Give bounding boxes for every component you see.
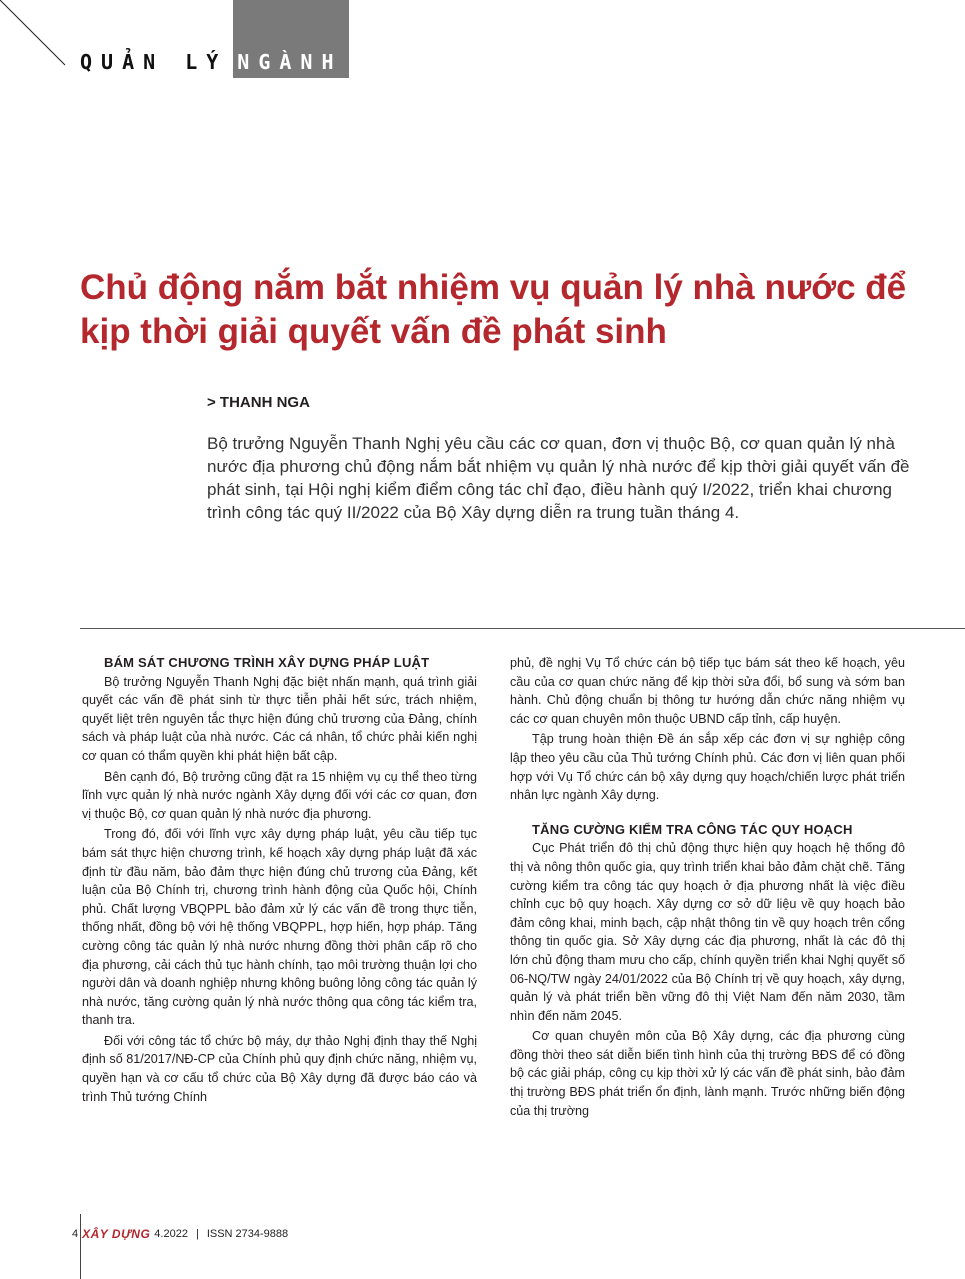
section-label-highlight: NGÀNH: [233, 0, 348, 78]
paragraph: Cơ quan chuyên môn của Bộ Xây dựng, các địa phương cùng đồng thời theo sát diễn biến tình hình của thị trường BĐS để có đồng bộ các giải pháp, công cụ kịp thời xử lý các vấn đề phát sinh, bảo đảm thị trường BĐS phát triển ổn định, lành mạnh. Trước những biến động của thị trường: [510, 1029, 905, 1118]
page-footer: [72, 1227, 288, 1241]
section-header: [80, 38, 349, 78]
left-column: [82, 654, 477, 1108]
corner-decoration: [0, 0, 80, 80]
right-column-heading: TĂNG CƯỜNG KIỂM TRA CÔNG TÁC QUY HOẠCH: [532, 821, 853, 837]
footer-separator: |: [195, 1228, 199, 1240]
article-title: Chủ động nắm bắt nhiệm vụ quản lý nhà nước để kịp thời giải quyết vấn đề phát sinh: [80, 268, 907, 351]
right-column: [510, 654, 905, 1122]
paragraph: phủ, đề nghị Vụ Tổ chức cán bộ tiếp tục bám sát theo kế hoạch, yêu cầu của cơ quan chức năng để kịp thời sửa đổi, bổ sung và sớm ban hành. Chủ động chuẩn bị thông tư hướng dẫn chức năng nhiệm vụ các cơ quan chuyên môn thuộc UBND cấp tỉnh, cấp huyện.: [510, 656, 905, 726]
issn: ISSN 2734-9888: [206, 1228, 289, 1240]
left-column-heading: BÁM SÁT CHƯƠNG TRÌNH XÂY DỰNG PHÁP LUẬT: [104, 655, 430, 670]
horizontal-divider: [80, 628, 965, 629]
footer-vertical-rule: [80, 1214, 81, 1279]
paragraph: Đối với công tác tổ chức bộ máy, dự thảo Nghị định thay thế Nghị định số 81/2017/NĐ-CP của Chính phủ quy định chức năng, nhiệm vụ, quyền hạn và cơ cấu tổ chức của Bộ Xây dựng đã được báo cáo và trình Thủ tướng Chính: [82, 1033, 477, 1104]
paragraph: Cục Phát triển đô thị chủ động thực hiện quy hoạch hệ thống đô thị và nông thôn quốc gia, quy trình triển khai bảo đảm chặt chẽ. Tăng cường kiểm tra công tác quy hoạch ở địa phương nhất là việc điều chỉnh cục bộ quy hoạch. Xây dựng cơ sở dữ liệu về quy hoạch bảo đảm công khai, minh bạch, cập nhật thông tin về quy hoạch trên cổng thông tin quốc gia. Sở Xây dựng các địa phương, nhất là các đô thị lớn chủ động tham mưu cho cấp, chính quyền triển khai Nghị quyết số 06-NQ/TW ngày 24/01/2022 của Bộ Chính trị về quy hoạch, xây dựng, quản lý và phát triển bền vững đô thị Việt Nam đến năm 2030, tầm nhìn đến năm 2045.: [510, 841, 905, 1023]
page-number: 4: [72, 1228, 79, 1240]
author-byline: > THANH NGA: [207, 394, 310, 411]
paragraph: Trong đó, đối với lĩnh vực xây dựng pháp luật, yêu cầu tiếp tục bám sát thực hiện chương trình, kế hoạch xây dựng pháp luật đã xác định từ đầu năm, bảo đảm thực hiện đúng chủ trương của Đảng, kết luận của Bộ Chính trị, chương trình hành động của Quốc hội, Chính phủ. Chất lượng VBQPPL bảo đảm xử lý các vấn đề trong thực tiễn, thống nhất, đồng bộ với hệ thống VBQPPL, hợp hiến, hợp pháp. Tăng cường công tác quản lý nhà nước nhưng đồng thời phân cấp rõ cho địa phương, cải cách thủ tục hành chính, tạo môi trường thuận lợi cho người dân và doanh nghiệp nhưng không buông lỏng công tác quản lý nhà nước, tăng cường quản lý nhà nước thông qua công tác kiểm tra, thanh tra.: [82, 827, 477, 1028]
paragraph: Tập trung hoàn thiện Đề án sắp xếp các đơn vị sự nghiệp công lập theo yêu cầu của Thủ tướng Chính phủ. Các đơn vị liên quan phối hợp với Vụ Tổ chức cán bộ xây dựng quy hoạch/chiến lược phát triển nhân lực ngành Xây dựng.: [510, 732, 905, 803]
issue-number: 4.2022: [154, 1228, 188, 1240]
paragraph: Bên cạnh đó, Bộ trưởng cũng đặt ra 15 nhiệm vụ cụ thể theo từng lĩnh vực quản lý nhà nước ngành Xây dựng đối với các cơ quan, đơn vị thuộc Bộ, cơ quan quản lý nhà nước địa phương.: [82, 769, 477, 821]
lead-paragraph: Bộ trưởng Nguyễn Thanh Nghị yêu cầu các cơ quan, đơn vị thuộc Bộ, cơ quan quản lý nhà nước địa phương chủ động nắm bắt nhiệm vụ quản lý nhà nước để kịp thời giải quyết vấn đề phát sinh, tại Hội nghị kiểm điểm công tác chỉ đạo, điều hành quý I/2022, triển khai chương trình công tác quý II/2022 của Bộ Xây dựng diễn ra trung tuần tháng 4.: [207, 434, 910, 522]
paragraph: Bộ trưởng Nguyễn Thanh Nghị đặc biệt nhấn mạnh, quá trình giải quyết các vấn đề phát sinh từ thực tiễn phải hết sức, trách nhiệm, quyết liệt trên nguyên tắc thực hiện đúng chủ trương của Đảng, chính sách và pháp luật của nhà nước. Các cá nhân, tổ chức phải kiến nghị cơ quan có thẩm quyền khi phát hiện bất cập.: [82, 674, 477, 763]
magazine-logo: XÂY DỰNG: [82, 1227, 151, 1241]
section-label-primary: QUẢN LÝ: [80, 50, 228, 74]
